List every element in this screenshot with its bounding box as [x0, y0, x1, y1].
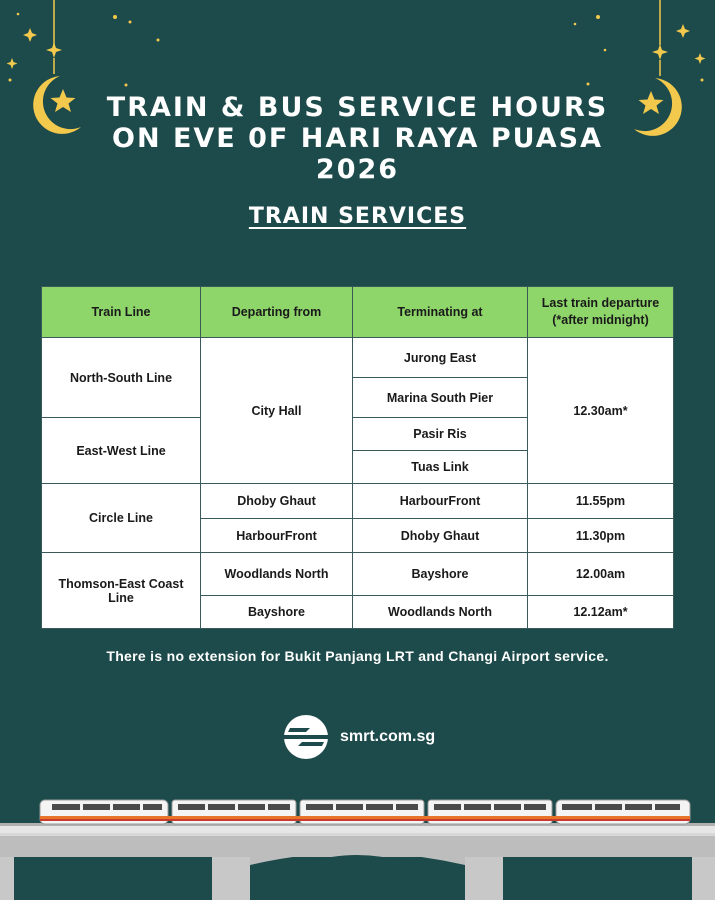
header-last-train — [528, 287, 674, 338]
cell-to-marina-south-pier: Marina South Pier — [353, 378, 528, 418]
cell-from-bayshore: Bayshore — [201, 596, 353, 629]
header-terminating-at: Terminating at — [353, 287, 528, 338]
cell-line-nsl: North-South Line — [42, 338, 201, 418]
brand — [280, 714, 435, 760]
header-last-train-label: Last train departure — [541, 296, 660, 310]
cell-time-tel-1: 12.00am — [528, 553, 674, 596]
section-title: TRAIN SERVICES — [248, 204, 467, 229]
cell-line-ewl: East-West Line — [42, 418, 201, 484]
title-line-1: TRAIN & BUS SERVICE HOURS — [106, 92, 609, 123]
cell-time-ccl-1: 11.55pm — [528, 484, 674, 519]
smrt-logo-icon — [280, 714, 332, 760]
cell-to-jurong-east: Jurong East — [353, 338, 528, 378]
cell-to-harbourfront: HarbourFront — [353, 484, 528, 519]
schedule-table — [41, 286, 674, 629]
viaduct-icon — [0, 823, 715, 900]
cell-from-city-hall: City Hall — [201, 338, 353, 484]
cell-to-pasir-ris: Pasir Ris — [353, 418, 528, 451]
cell-to-bayshore: Bayshore — [353, 553, 528, 596]
sparkles — [9, 13, 704, 87]
train-icon — [40, 800, 690, 824]
cell-time-tel-2: 12.12am* — [528, 596, 674, 629]
header-train-line: Train Line — [42, 287, 201, 338]
header-last-train-note: (*after midnight) — [552, 313, 649, 327]
cell-line-tel-1: Thomson-East Coast — [58, 576, 184, 591]
poster-title — [0, 92, 715, 185]
header-departing-from: Departing from — [201, 287, 353, 338]
service-note: There is no extension for Bukit Panjang LRT and Changi Airport service. — [106, 648, 609, 664]
cell-line-tel-2: Line — [108, 590, 134, 605]
cell-line-tel — [42, 553, 201, 629]
table-row — [42, 484, 674, 519]
cell-from-woodlands-north: Woodlands North — [201, 553, 353, 596]
cell-time-nsew: 12.30am* — [528, 338, 674, 484]
sparkle-stars — [7, 24, 706, 69]
cell-time-ccl-2: 11.30pm — [528, 519, 674, 553]
brand-url: smrt.com.sg — [340, 728, 436, 745]
train-scene — [0, 790, 715, 900]
title-line-2: ON EVE 0F HARI RAYA PUASA — [112, 123, 603, 154]
cell-to-tuas-link: Tuas Link — [353, 451, 528, 484]
title-line-3: 2026 — [315, 154, 400, 185]
table-header-row — [42, 287, 674, 338]
table-row — [42, 338, 674, 378]
table-row — [42, 553, 674, 596]
cell-line-ccl: Circle Line — [42, 484, 201, 553]
cell-to-dhoby-ghaut: Dhoby Ghaut — [353, 519, 528, 553]
cell-from-harbourfront: HarbourFront — [201, 519, 353, 553]
cell-to-woodlands-north: Woodlands North — [353, 596, 528, 629]
cell-from-dhoby-ghaut: Dhoby Ghaut — [201, 484, 353, 519]
